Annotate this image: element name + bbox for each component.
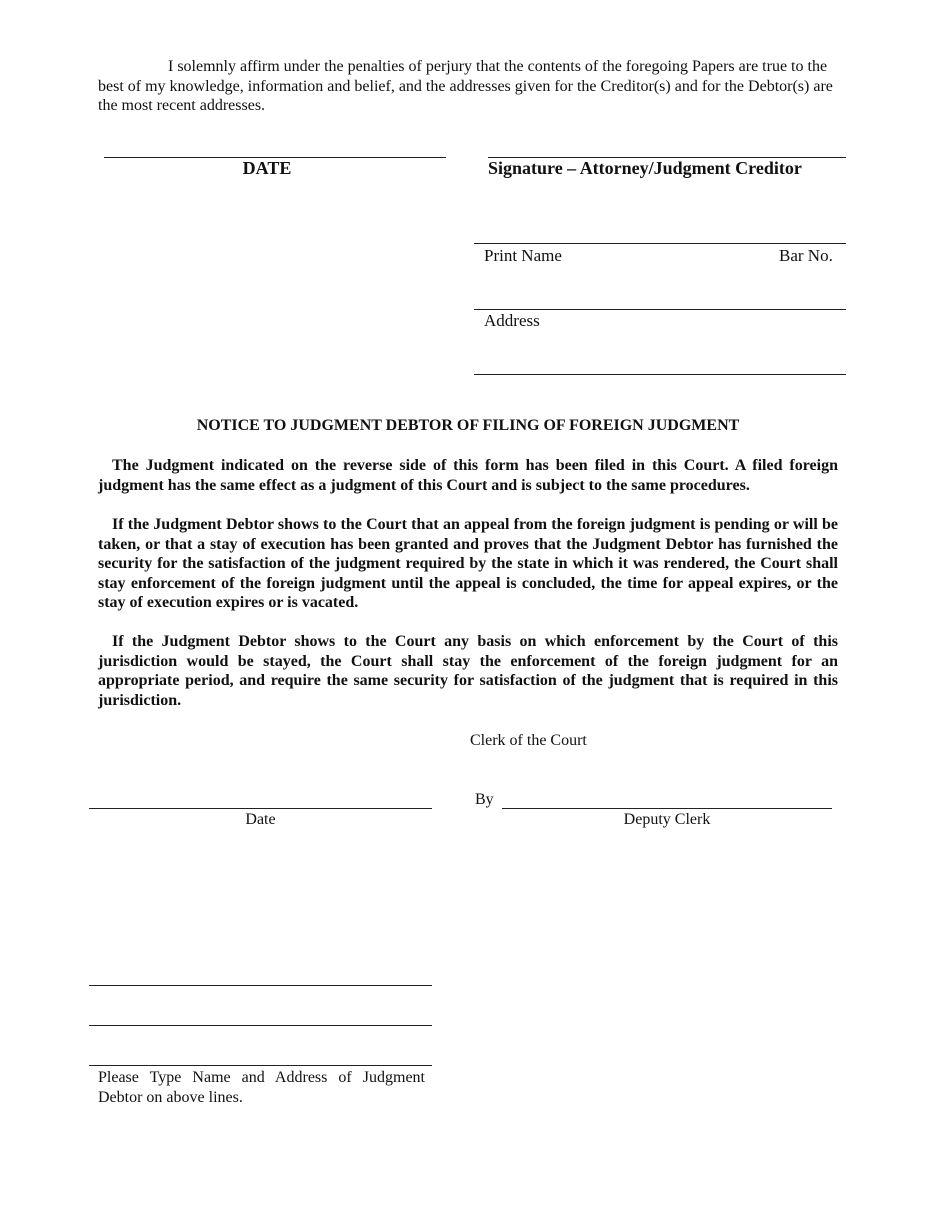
clerk-date-line[interactable] <box>89 808 432 809</box>
notice-title: NOTICE TO JUDGMENT DEBTOR OF FILING OF FOREIGN JUDGMENT <box>196 417 740 434</box>
debtor-line-2[interactable] <box>89 1025 432 1026</box>
address-line-2[interactable] <box>474 374 846 375</box>
clerk-date-label: Date <box>245 811 276 828</box>
notice-paragraph-2: If the Judgment Debtor shows to the Court that an appeal from the foreign judgment is pending or will be taken, or that a stay of execution has been granted and proves that the Judgment Debtor has furnished the security for the satisfaction of the judgment required by the state in which it was rendered, the Court shall stay enforcement of the foreign judgment until the appeal is concluded, the time for appeal expires, or the stay of execution expires or is vacated. <box>98 516 838 611</box>
date-label: DATE <box>242 158 292 178</box>
clerk-of-court-label: Clerk of the Court <box>470 732 587 749</box>
address-line[interactable] <box>474 309 846 310</box>
notice-paragraph-1: The Judgment indicated on the reverse side of this form has been filed in this Court. A filed foreign judgment has the same effect as a judgment of this Court and is subject to the same procedures. <box>98 457 838 494</box>
debtor-line-3[interactable] <box>89 1065 432 1066</box>
notice-paragraph-3: If the Judgment Debtor shows to the Court any basis on which enforcement by the Court of this jurisdiction would be stayed, the Court shall stay the enforcement of the foreign judgment for an appropriate period, and require the same security for satisfaction of the judgment that is required in this jurisdiction. <box>98 633 838 709</box>
by-label: By <box>475 791 494 808</box>
affirmation-paragraph: I solemnly affirm under the penalties of perjury that the contents of the foregoing Papers are true to the best of my knowledge, information and belief, and the addresses given for the Creditor(s) and for the Debtor(s) are the most recent addresses. <box>98 58 833 114</box>
debtor-instruction: Please Type Name and Address of Judgment Debtor on above lines. <box>98 1069 425 1106</box>
print-name-label: Print Name <box>484 246 562 265</box>
deputy-clerk-label: Deputy Clerk <box>623 811 711 828</box>
deputy-clerk-signature-line[interactable] <box>502 808 832 809</box>
attorney-signature-label: Signature – Attorney/Judgment Creditor <box>488 158 802 178</box>
bar-number-label: Bar No. <box>779 246 833 265</box>
debtor-line-1[interactable] <box>89 985 432 986</box>
address-label: Address <box>484 311 540 330</box>
print-name-line[interactable] <box>474 243 846 244</box>
